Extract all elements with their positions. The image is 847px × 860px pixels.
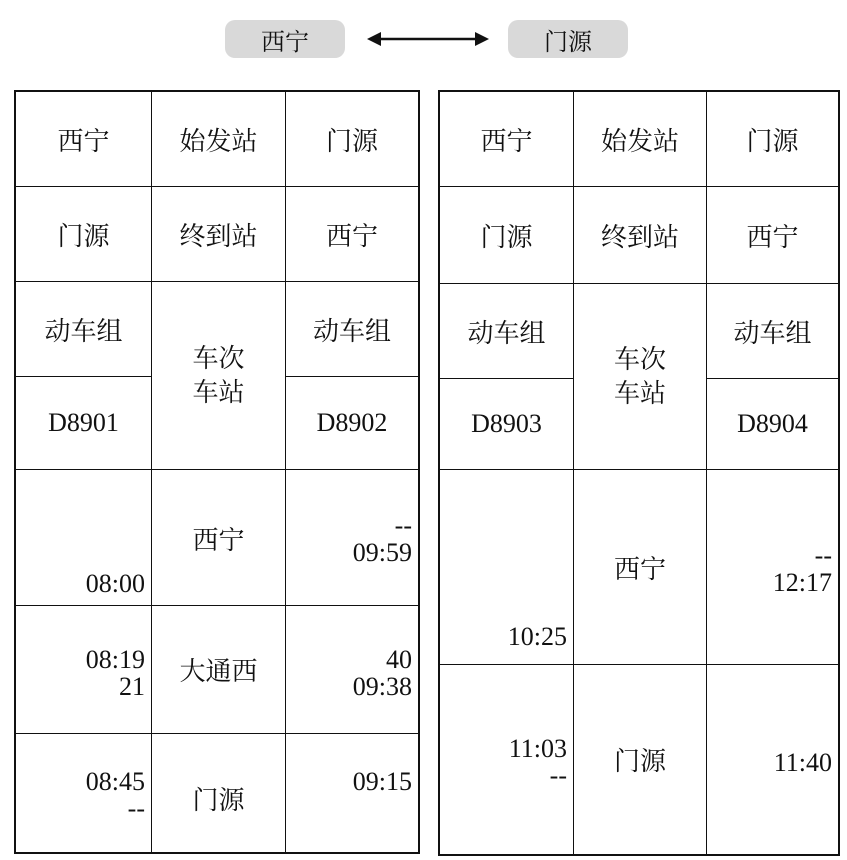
time-line: 12:17 [772,568,832,597]
station-menyuan-right-time-cell [707,665,838,854]
train-number-left: D8903 [471,409,542,438]
station-datongxi-left-time-cell [16,606,152,734]
train-station-header-cell [574,284,707,470]
double-arrow-icon [365,24,491,54]
start-right-text: 门源 [325,126,378,157]
train-type-right-text: 动车组 [733,318,812,349]
train-type-right-cell [286,282,418,377]
time-text [773,542,832,596]
train-type-left-text: 动车组 [467,318,546,349]
start-left-cell [440,92,574,187]
origin-station-pill: 西宁 [225,20,345,58]
time-text: 10:25 [507,622,567,651]
end-right-text: 西宁 [325,221,378,252]
time-text [353,646,412,700]
end-left-cell [16,187,152,282]
train-station-header-cell [152,282,286,470]
train-number-right: D8904 [737,409,808,438]
train-header-text: 车次 [613,344,666,375]
timetable-d8901-d8902 [14,90,420,854]
end-right-text: 西宁 [746,222,799,253]
start-label-cell [574,92,707,187]
start-right-cell [286,92,418,187]
train-number-right-cell [286,377,418,470]
time-line: -- [814,541,832,570]
train-type-left-cell [440,284,574,379]
train-type-left-text: 动车组 [44,316,123,347]
station-xining-right-time-cell [286,470,418,606]
time-line: 08:19 [85,645,145,674]
time-line: 09:38 [352,672,412,701]
time-line: 21 [119,672,145,701]
start-left-cell [16,92,152,187]
time-line: 40 [386,645,412,674]
end-left-text: 门源 [57,221,110,252]
start-label-text: 始发站 [179,126,258,157]
end-label-cell [152,187,286,282]
station-xining-right-time-cell [707,470,838,665]
station-menyuan-left-time-cell [16,734,152,852]
station-xining-cell [152,470,286,606]
end-label-cell [574,187,707,284]
station-name: 门源 [613,747,666,777]
station-header-text: 车站 [613,378,666,409]
train-number-right-cell [707,379,838,470]
end-label-text: 终到站 [600,222,679,253]
start-left-text: 西宁 [480,126,533,157]
start-label-cell [152,92,286,187]
station-xining-cell [574,470,707,665]
station-menyuan-cell [574,665,707,854]
start-label-text: 始发站 [600,126,679,157]
station-menyuan-cell [152,734,286,852]
time-line: 11:03 [508,734,567,763]
station-menyuan-left-time-cell [440,665,574,854]
end-left-cell [440,187,574,284]
time-line: -- [394,511,412,540]
station-name: 大通西 [179,657,258,687]
station-datongxi-right-time-cell [286,606,418,734]
time-line: -- [549,761,567,790]
train-number-left-cell [440,379,574,470]
time-text [86,768,145,822]
end-right-cell [707,187,838,284]
station-header-text: 车站 [192,377,245,408]
train-number-right: D8902 [316,408,388,437]
station-xining-left-time-cell [440,470,574,665]
train-number-left: D8901 [48,408,119,437]
train-number-left-cell [16,377,152,470]
time-text [509,735,567,789]
station-name: 西宁 [192,526,245,556]
station-name: 西宁 [613,554,666,585]
timetable-d8903-d8904 [438,90,840,856]
time-text [353,512,412,566]
time-text: 09:15 [352,767,412,796]
time-line: 09:59 [352,538,412,567]
start-left-text: 西宁 [57,126,110,157]
start-right-cell [707,92,838,187]
station-datongxi-cell [152,606,286,734]
station-menyuan-right-time-cell [286,734,418,852]
time-text: 11:40 [773,748,832,777]
time-line: -- [127,794,145,823]
train-type-right-text: 动车组 [312,316,391,347]
end-label-text: 终到站 [179,221,258,252]
train-type-right-cell [707,284,838,379]
time-line: 08:45 [85,767,145,796]
station-name: 门源 [192,785,245,816]
station-xining-left-time-cell [16,470,152,606]
train-type-left-cell [16,282,152,377]
time-text: 08:00 [85,569,145,598]
destination-station-pill: 门源 [508,20,628,58]
start-right-text: 门源 [746,126,799,157]
time-text [86,646,145,700]
train-header-text: 车次 [192,343,245,374]
end-right-cell [286,187,418,282]
end-left-text: 门源 [480,222,533,253]
